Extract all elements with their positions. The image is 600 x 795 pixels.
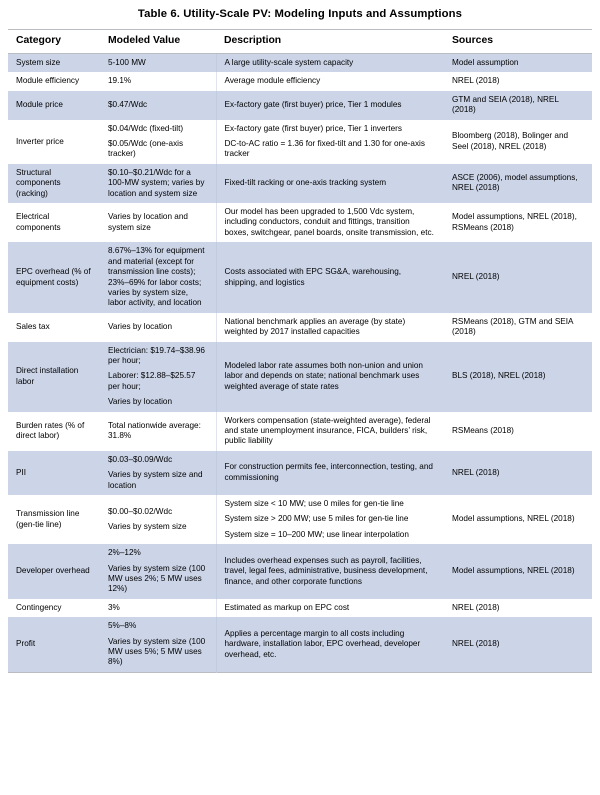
cell-line: System size = 10–200 MW; use linear interpolation	[224, 529, 409, 539]
cell-description	[216, 412, 444, 451]
cell-line: 8.67%–13% for equipment and material (except for transmission line costs); 23%–69% for labor costs; varies by system size, labor activity, and location	[108, 246, 205, 308]
cell-modeled-value	[100, 495, 216, 544]
cell-description	[216, 342, 444, 412]
table-row	[8, 91, 592, 120]
cell-sources	[444, 242, 592, 312]
cell-description	[216, 91, 444, 120]
cell-line: Applies a percentage margin to all costs including hardware, installation labor, EPC overhead, developer overhead, etc.	[224, 628, 421, 659]
table-row	[8, 617, 592, 672]
cell-modeled-value	[100, 342, 216, 412]
cell-line: ASCE (2006), model assumptions, NREL (2018)	[452, 173, 578, 193]
cell-line: $0.10–$0.21/Wdc for a 100-MW system; varies by location and system size	[108, 167, 205, 198]
cell-description	[216, 544, 444, 599]
cell-line: Model assumptions, NREL (2018)	[452, 514, 575, 524]
cell-category: Electrical components	[8, 203, 100, 242]
cell-line: Laborer: $12.88–$25.57 per hour;	[108, 371, 196, 391]
cell-sources	[444, 313, 592, 342]
table-row	[8, 72, 592, 90]
cell-line: System size > 200 MW; use 5 miles for gen-tie line	[224, 514, 409, 524]
cell-line: $0.47/Wdc	[108, 100, 148, 110]
cell-line: Fixed-tilt racking or one-axis tracking system	[224, 178, 387, 188]
cell-sources	[444, 412, 592, 451]
table-row	[8, 242, 592, 312]
cell-modeled-value	[100, 412, 216, 451]
column-header-category: Category	[8, 30, 100, 54]
cell-description	[216, 495, 444, 544]
cell-line: Model assumptions, NREL (2018), RSMeans (2018)	[452, 212, 577, 232]
cell-line: DC-to-AC ratio = 1.36 for fixed-tilt and 1.30 for one-axis tracker	[224, 139, 425, 159]
cell-line: A large utility-scale system capacity	[224, 58, 354, 67]
table-row	[8, 451, 592, 495]
cell-category: Sales tax	[8, 313, 100, 342]
cell-modeled-value	[100, 72, 216, 90]
assumptions-table	[8, 29, 592, 673]
table-row	[8, 412, 592, 451]
cell-line: Bloomberg (2018), Bolinger and Seel (2018), NREL (2018)	[452, 131, 569, 151]
cell-modeled-value	[100, 599, 216, 617]
cell-line: 5%–8%	[108, 621, 137, 631]
cell-modeled-value	[100, 451, 216, 495]
cell-line: National benchmark applies an average (by state) weighted by 2017 installed capacities	[224, 316, 406, 337]
cell-description	[216, 164, 444, 203]
cell-line: $0.05/Wdc (one-axis tracker)	[108, 139, 184, 159]
cell-category: Burden rates (% of direct labor)	[8, 412, 100, 451]
table-row	[8, 54, 592, 73]
cell-line: Modeled labor rate assumes both non-union and union labor and depends on state; national benchmark uses weighted average of state rates	[224, 360, 423, 391]
cell-line: System size < 10 MW; use 0 miles for gen-tie line	[224, 499, 404, 508]
cell-description	[216, 313, 444, 342]
cell-line: Total nationwide average: 31.8%	[108, 420, 201, 441]
table-row	[8, 495, 592, 544]
cell-line: Model assumption	[452, 58, 519, 67]
cell-line: Average module efficiency	[224, 76, 321, 86]
cell-modeled-value	[100, 120, 216, 164]
cell-line: Varies by location and system size	[108, 212, 188, 232]
cell-sources	[444, 342, 592, 412]
cell-line: Includes overhead expenses such as payroll, facilities, travel, legal fees, administrative, business development, finance, and other corporate functions	[224, 555, 428, 586]
table-title: Table 6. Utility-Scale PV: Modeling Inputs and Assumptions	[137, 8, 463, 20]
cell-sources	[444, 54, 592, 73]
cell-sources	[444, 544, 592, 599]
cell-line: Workers compensation (state-weighted average), federal and state unemployment insurance, FICA, builders’ risk, public liability	[224, 415, 431, 446]
cell-modeled-value	[100, 203, 216, 242]
cell-line: $0.04/Wdc (fixed-tilt)	[108, 123, 184, 133]
cell-line: Varies by system size (100 MW uses 2%; 5 MW uses 12%)	[108, 563, 206, 594]
cell-sources	[444, 72, 592, 90]
cell-sources	[444, 599, 592, 617]
cell-sources	[444, 617, 592, 672]
cell-category: Module price	[8, 91, 100, 120]
cell-modeled-value	[100, 91, 216, 120]
cell-description	[216, 54, 444, 73]
cell-line: NREL (2018)	[452, 272, 500, 282]
cell-modeled-value	[100, 617, 216, 672]
cell-description	[216, 120, 444, 164]
cell-line: Model assumptions, NREL (2018)	[452, 566, 575, 576]
cell-line: 2%–12%	[108, 548, 141, 558]
table-header	[8, 30, 592, 54]
cell-line: NREL (2018)	[452, 639, 500, 649]
cell-line: Varies by system size	[108, 522, 187, 532]
cell-line: NREL (2018)	[452, 602, 500, 612]
cell-category: Structural components (racking)	[8, 164, 100, 203]
cell-line: Our model has been upgraded to 1,500 Vdc system, including conductors, conduit and fittings, transition boxes, switchgear, panel boards, onsite transmission, etc.	[224, 207, 434, 237]
cell-line: BLS (2018), NREL (2018)	[452, 371, 546, 381]
cell-line: Varies by location	[108, 397, 173, 407]
cell-line: GTM and SEIA (2018), NREL (2018)	[452, 94, 559, 115]
column-header-modeled-value: Modeled Value	[100, 30, 216, 54]
cell-category: Developer overhead	[8, 544, 100, 599]
table-row	[8, 342, 592, 412]
table-row	[8, 599, 592, 617]
cell-line: 3%	[108, 602, 120, 612]
cell-line: Varies by system size (100 MW uses 5%; 5 MW uses 8%)	[108, 636, 206, 667]
cell-category: Transmission line (gen-tie line)	[8, 495, 100, 544]
cell-line: Estimated as markup on EPC cost	[224, 602, 350, 612]
table-row	[8, 164, 592, 203]
cell-line: Varies by system size and location	[108, 470, 203, 490]
header-row	[8, 30, 592, 54]
cell-modeled-value	[100, 313, 216, 342]
cell-line: 19.1%	[108, 76, 132, 86]
cell-description	[216, 72, 444, 90]
table-body	[8, 54, 592, 673]
cell-sources	[444, 203, 592, 242]
cell-category: Module efficiency	[8, 72, 100, 90]
cell-category: Profit	[8, 617, 100, 672]
cell-line: Ex-factory gate (first buyer) price, Tier 1 modules	[224, 100, 402, 110]
cell-description	[216, 203, 444, 242]
cell-modeled-value	[100, 544, 216, 599]
cell-sources	[444, 495, 592, 544]
table-row	[8, 120, 592, 164]
cell-modeled-value	[100, 164, 216, 203]
cell-line: $0.00–$0.02/Wdc	[108, 506, 173, 516]
cell-line: RSMeans (2018), GTM and SEIA (2018)	[452, 316, 574, 337]
cell-line: Electrician: $19.74–$38.96 per hour;	[108, 345, 205, 365]
cell-sources	[444, 451, 592, 495]
cell-sources	[444, 120, 592, 164]
cell-description	[216, 617, 444, 672]
table-row	[8, 313, 592, 342]
cell-line: Ex-factory gate (first buyer) price, Tier 1 inverters	[224, 123, 402, 133]
cell-description	[216, 242, 444, 312]
cell-line: RSMeans (2018)	[452, 425, 514, 435]
column-header-description: Description	[216, 30, 444, 54]
cell-category: Contingency	[8, 599, 100, 617]
cell-modeled-value	[100, 242, 216, 312]
cell-sources	[444, 164, 592, 203]
cell-description	[216, 599, 444, 617]
cell-line: For construction permits fee, interconnection, testing, and commissioning	[224, 462, 433, 482]
cell-category: Direct installation labor	[8, 342, 100, 412]
cell-line: Varies by location	[108, 321, 173, 331]
cell-category: Inverter price	[8, 120, 100, 164]
cell-line: NREL (2018)	[452, 467, 500, 477]
cell-line: $0.03–$0.09/Wdc	[108, 454, 173, 464]
cell-category: EPC overhead (% of equipment costs)	[8, 242, 100, 312]
cell-category: PII	[8, 451, 100, 495]
cell-line: NREL (2018)	[452, 76, 500, 86]
cell-sources	[444, 91, 592, 120]
column-header-sources: Sources	[444, 30, 592, 54]
cell-category: System size	[8, 54, 100, 73]
cell-line: 5-100 MW	[108, 58, 146, 67]
cell-line: Costs associated with EPC SG&A, warehousing, shipping, and logistics	[224, 267, 402, 287]
cell-description	[216, 451, 444, 495]
table-row	[8, 203, 592, 242]
cell-modeled-value	[100, 54, 216, 73]
table-row	[8, 544, 592, 599]
